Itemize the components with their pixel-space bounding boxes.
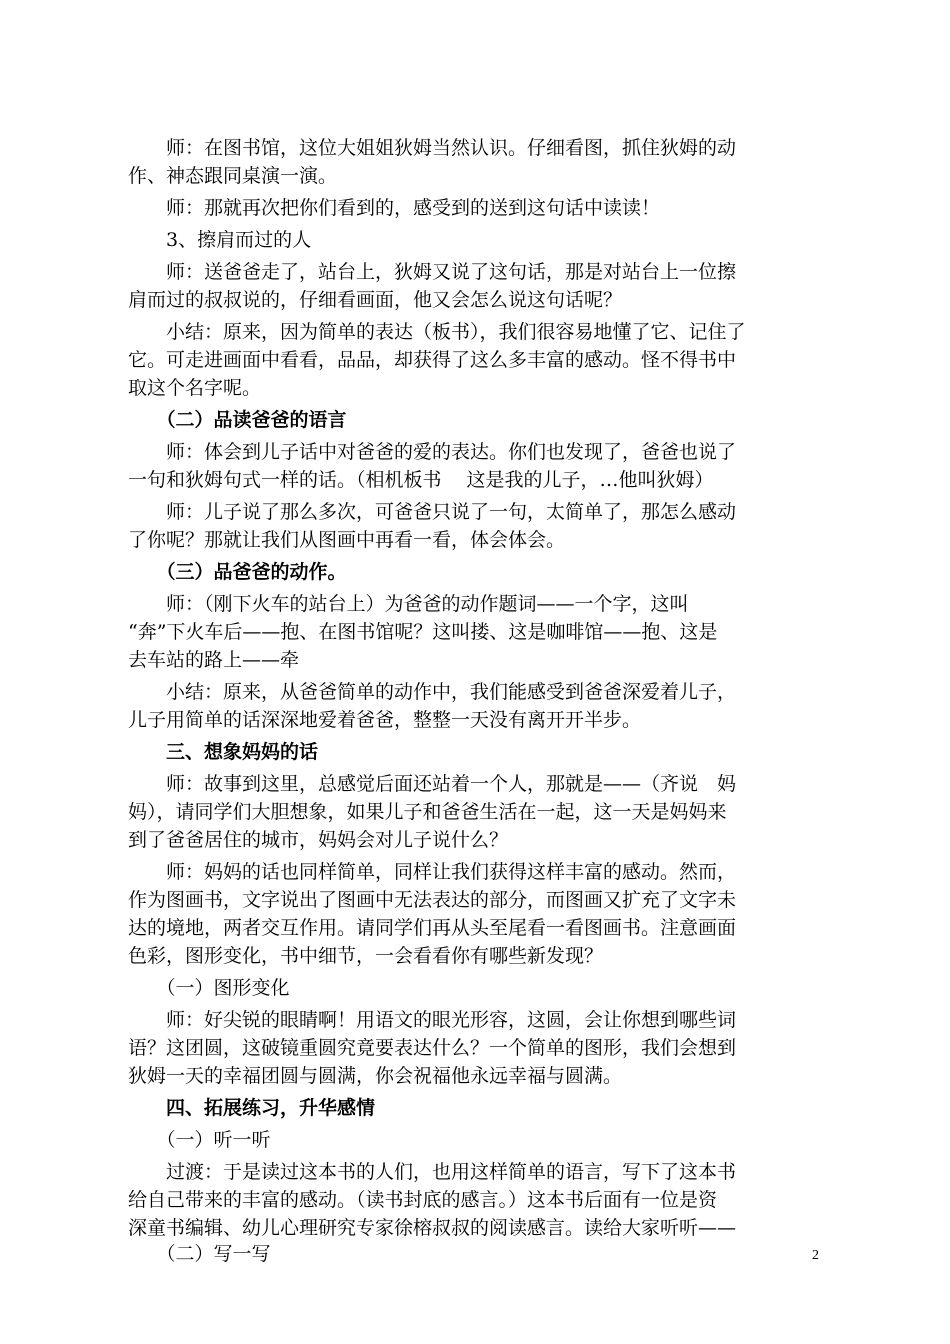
text-line: 深童书编辑、幼儿心理研究专家徐榕叔叔的阅读感言。读给大家听听—— [128,1217,737,1239]
text-line: 小结：原来，因为简单的表达（板书），我们很容易地懂了它、记住了 [128,321,746,343]
text-line: 过渡：于是读过这本书的人们，也用这样简单的语言，写下了这本书 [128,1161,737,1183]
text-line: 色彩，图形变化，书中细节，一会看看你有哪些新发现？ [128,945,604,967]
text-line: 肩而过的叔叔说的，仔细看画面，他又会怎么说这句话呢？ [128,289,623,311]
text-line: 去车站的路上——牵 [128,649,300,671]
text-line: 狄姆一天的幸福团圆与圆满，你会祝福他永远幸福与圆满。 [128,1065,623,1087]
text-line: 师：体会到儿子话中对爸爸的爱的表达。你们也发现了，爸爸也说了 [128,441,737,463]
text-line: 师：送爸爸走了，站台上，狄姆又说了这句话，那是对站台上一位擦 [128,261,737,283]
text-line: 了你呢？那就让我们从图画中再看一看，体会体会。 [128,529,566,551]
text-line: 师：儿子说了那么多次，可爸爸只说了一句，太简单了，那怎么感动 [128,501,737,523]
text-line: 作、神态跟同桌演一演。 [128,165,338,187]
section-heading: （三）品爸爸的动作。 [128,561,347,583]
text-line: 师：（刚下火车的站台上）为爸爸的动作题词——一个字，这叫 [128,593,689,615]
text-line: （一）图形变化 [128,977,290,999]
section-heading: 四、拓展练习，升华感情 [128,1097,376,1119]
text-line: 一句和狄姆句式一样的话。（相机板书 这是我的儿子，…他叫狄姆） [128,469,714,491]
page-number: 2 [812,1248,819,1263]
text-line: “奔”下火车后——抱、在图书馆呢？这叫搂、这是咖啡馆——抱、这是 [128,621,718,643]
text-line: （二）写一写 [128,1243,271,1265]
text-line: （一）听一听 [128,1129,271,1151]
text-line: 给自己带来的丰富的感动。（读书封底的感言。）这本书后面有一位是资 [128,1189,718,1211]
section-heading: （二）品读爸爸的语言 [128,409,347,431]
section-heading: 三、想象妈妈的话 [128,741,319,763]
text-line: 儿子用简单的话深深地爱着爸爸，整整一天没有离开开半步。 [128,709,642,731]
text-line: 师：那就再次把你们看到的，感受到的送到这句话中读读！ [128,197,661,219]
text-line: 到了爸爸居住的城市，妈妈会对儿子说什么？ [128,829,509,851]
text-line: 它。可走进画面中看看，品品，却获得了这么多丰富的感动。怪不得书中 [128,349,737,371]
text-line: 小结：原来，从爸爸简单的动作中，我们能感受到爸爸深爱着儿子， [128,681,737,703]
text-line: 师：在图书馆，这位大姐姐狄姆当然认识。仔细看图，抓住狄姆的动 [128,137,737,159]
text-line: 师：妈妈的话也同样简单，同样让我们获得这样丰富的感动。然而， [128,861,737,883]
text-line: 师：故事到这里，总感觉后面还站着一个人，那就是——（齐说 妈 [128,773,737,795]
text-line: 妈），请同学们大胆想象，如果儿子和爸爸生活在一起，这一天是妈妈来 [128,801,727,823]
text-line: 语？这团圆，这破镜重圆究竟要表达什么？一个简单的图形，我们会想到 [128,1037,737,1059]
text-line: 取这个名字呢。 [128,377,262,399]
text-line: 师：好尖锐的眼睛啊！用语文的眼光形容，这圆，会让你想到哪些词 [128,1009,737,1031]
text-line: 达的境地，两者交互作用。请同学们再从头至尾看一看图画书。注意画面 [128,917,737,939]
text-line: 3、擦肩而过的人 [128,229,312,251]
text-line: 作为图画书，文字说出了图画中无法表达的部分，而图画又扩充了文字未 [128,889,737,911]
